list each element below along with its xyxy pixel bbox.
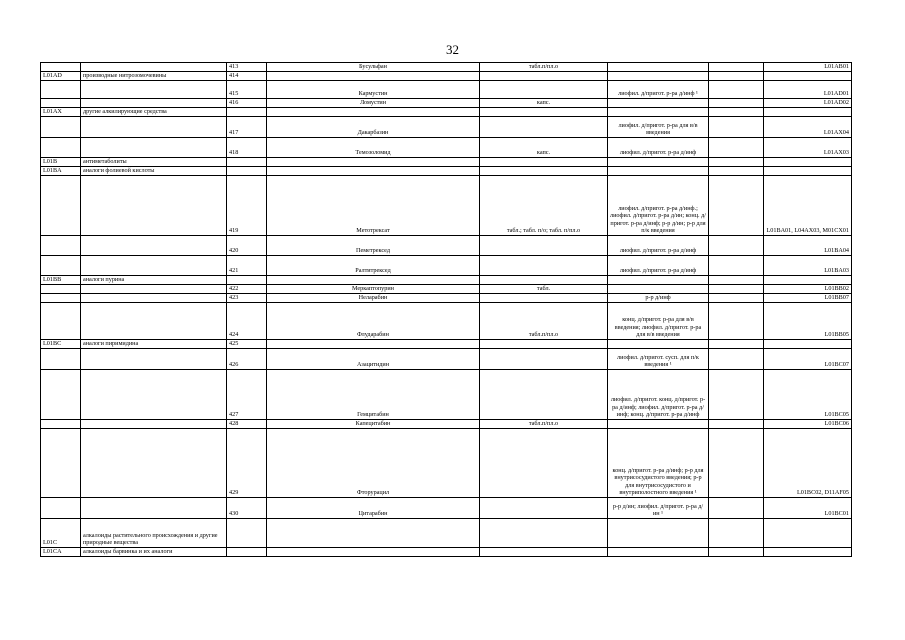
injectable-dosage-form <box>608 99 709 108</box>
drug-name <box>267 548 480 557</box>
drug-name: Метотрексат <box>267 176 480 236</box>
injectable-dosage-form <box>608 72 709 81</box>
injectable-dosage-form <box>608 167 709 176</box>
oral-dosage-form <box>480 81 608 99</box>
atc-group-code: L01BB <box>41 276 81 285</box>
atc-code <box>764 72 852 81</box>
injectable-dosage-form <box>608 420 709 429</box>
oral-dosage-form: табл.п/пл.о <box>480 63 608 72</box>
extra-column <box>709 519 764 548</box>
row-number: 430 <box>227 498 267 519</box>
oral-dosage-form <box>480 256 608 276</box>
oral-dosage-form <box>480 349 608 370</box>
row-number: 418 <box>227 138 267 158</box>
atc-code: L01BC05 <box>764 370 852 420</box>
extra-column <box>709 370 764 420</box>
group-name: другие алкилирующие средства <box>81 108 227 117</box>
atc-group-code: L01C <box>41 519 81 548</box>
drug-name <box>267 519 480 548</box>
drug-list-table <box>40 62 852 557</box>
group-name: аналоги пиримидина <box>81 340 227 349</box>
group-name <box>81 63 227 72</box>
injectable-dosage-form: лиофил. д/пригот. сусп. для п/к введения ¹ <box>608 349 709 370</box>
oral-dosage-form: капс. <box>480 138 608 158</box>
row-number: 421 <box>227 256 267 276</box>
extra-column <box>709 498 764 519</box>
drug-name: Цитарабин <box>267 498 480 519</box>
atc-code: L01BB07 <box>764 294 852 303</box>
row-number <box>227 167 267 176</box>
table-row <box>41 176 852 236</box>
injectable-dosage-form <box>608 548 709 557</box>
injectable-dosage-form: лиофил. д/пригот. р-ра д/инф <box>608 138 709 158</box>
atc-code <box>764 548 852 557</box>
row-number: 414 <box>227 72 267 81</box>
group-name: алкалоиды барвинка и их аналоги <box>81 548 227 557</box>
atc-group-code <box>41 176 81 236</box>
group-name: алкалоиды растительного происхождения и другие природные вещества <box>81 519 227 548</box>
atc-code: L01BC06 <box>764 420 852 429</box>
row-number: 420 <box>227 236 267 256</box>
oral-dosage-form <box>480 519 608 548</box>
atc-group-code: L01BC <box>41 340 81 349</box>
group-name <box>81 498 227 519</box>
drug-name: Азацитидин <box>267 349 480 370</box>
atc-code: L01BB05 <box>764 303 852 340</box>
oral-dosage-form <box>480 276 608 285</box>
oral-dosage-form <box>480 167 608 176</box>
oral-dosage-form: табл. <box>480 285 608 294</box>
row-number <box>227 158 267 167</box>
row-number: 428 <box>227 420 267 429</box>
table-row <box>41 167 852 176</box>
injectable-dosage-form <box>608 63 709 72</box>
extra-column <box>709 99 764 108</box>
group-name <box>81 256 227 276</box>
table-row <box>41 303 852 340</box>
extra-column <box>709 108 764 117</box>
drug-name <box>267 276 480 285</box>
row-number: 425 <box>227 340 267 349</box>
drug-name: Темозоломид <box>267 138 480 158</box>
extra-column <box>709 303 764 340</box>
row-number <box>227 519 267 548</box>
oral-dosage-form <box>480 108 608 117</box>
injectable-dosage-form: р-р д/инф <box>608 294 709 303</box>
table-row <box>41 117 852 138</box>
atc-group-code: L01B <box>41 158 81 167</box>
extra-column <box>709 176 764 236</box>
extra-column <box>709 167 764 176</box>
group-name <box>81 99 227 108</box>
atc-group-code <box>41 420 81 429</box>
atc-code: L01BB02 <box>764 285 852 294</box>
table-row <box>41 256 852 276</box>
row-number: 419 <box>227 176 267 236</box>
row-number: 423 <box>227 294 267 303</box>
atc-group-code: L01AX <box>41 108 81 117</box>
table-row <box>41 81 852 99</box>
drug-name: Ралтитрексед <box>267 256 480 276</box>
oral-dosage-form: табл.п/пл.о <box>480 303 608 340</box>
drug-name <box>267 108 480 117</box>
injectable-dosage-form: р-р д/ин; лиофил. д/пригот. р-ра д/ин ¹ <box>608 498 709 519</box>
oral-dosage-form <box>480 117 608 138</box>
table-row <box>41 370 852 420</box>
oral-dosage-form: табл.; табл. п/о; табл. п/пл.о <box>480 176 608 236</box>
atc-code: L01BC07 <box>764 349 852 370</box>
atc-group-code <box>41 498 81 519</box>
extra-column <box>709 158 764 167</box>
atc-code: L01AD01 <box>764 81 852 99</box>
atc-group-code <box>41 256 81 276</box>
row-number <box>227 108 267 117</box>
oral-dosage-form <box>480 340 608 349</box>
drug-name: Дакарбазин <box>267 117 480 138</box>
table-row <box>41 276 852 285</box>
table-row <box>41 63 852 72</box>
atc-group-code <box>41 81 81 99</box>
table-row <box>41 548 852 557</box>
injectable-dosage-form <box>608 285 709 294</box>
atc-code: L01AB01 <box>764 63 852 72</box>
group-name: аналоги пурина <box>81 276 227 285</box>
extra-column <box>709 294 764 303</box>
oral-dosage-form <box>480 548 608 557</box>
drug-name <box>267 167 480 176</box>
extra-column <box>709 340 764 349</box>
drug-name: Неларабин <box>267 294 480 303</box>
oral-dosage-form <box>480 158 608 167</box>
group-name: аналоги фолиевой кислоты <box>81 167 227 176</box>
injectable-dosage-form <box>608 108 709 117</box>
drug-name: Гемцитабин <box>267 370 480 420</box>
group-name <box>81 303 227 340</box>
row-number <box>227 276 267 285</box>
extra-column <box>709 63 764 72</box>
table-row <box>41 519 852 548</box>
drug-name: Кармустин <box>267 81 480 99</box>
row-number: 424 <box>227 303 267 340</box>
extra-column <box>709 81 764 99</box>
group-name <box>81 294 227 303</box>
row-number: 429 <box>227 429 267 498</box>
drug-name: Ломустин <box>267 99 480 108</box>
group-name: антиметаболиты <box>81 158 227 167</box>
injectable-dosage-form: лиофил. д/пригот. р-ра д/инф <box>608 256 709 276</box>
atc-code: L01BA04 <box>764 236 852 256</box>
atc-code <box>764 167 852 176</box>
drug-name: Пеметрексед <box>267 236 480 256</box>
extra-column <box>709 236 764 256</box>
group-name <box>81 117 227 138</box>
row-number: 427 <box>227 370 267 420</box>
group-name <box>81 138 227 158</box>
atc-code: L01AX04 <box>764 117 852 138</box>
group-name <box>81 176 227 236</box>
atc-group-code <box>41 99 81 108</box>
table-row <box>41 138 852 158</box>
drug-name: Меркаптопурин <box>267 285 480 294</box>
oral-dosage-form <box>480 370 608 420</box>
extra-column <box>709 548 764 557</box>
extra-column <box>709 256 764 276</box>
injectable-dosage-form <box>608 276 709 285</box>
table-row <box>41 340 852 349</box>
atc-group-code <box>41 303 81 340</box>
row-number: 417 <box>227 117 267 138</box>
injectable-dosage-form: лиофил. д/пригот. р-ра д/инф ¹ <box>608 81 709 99</box>
injectable-dosage-form <box>608 340 709 349</box>
atc-code <box>764 276 852 285</box>
extra-column <box>709 72 764 81</box>
table-row <box>41 429 852 498</box>
drug-name: Флударабин <box>267 303 480 340</box>
group-name <box>81 420 227 429</box>
atc-code: L01BC02, D11AF05 <box>764 429 852 498</box>
table-row <box>41 285 852 294</box>
oral-dosage-form <box>480 429 608 498</box>
oral-dosage-form: табл.п/пл.о <box>480 420 608 429</box>
extra-column <box>709 285 764 294</box>
injectable-dosage-form <box>608 158 709 167</box>
injectable-dosage-form: конц. д/пригот. р-ра для в/в введения; лиофил. д/пригот. р-ра для в/в введения <box>608 303 709 340</box>
oral-dosage-form <box>480 498 608 519</box>
atc-group-code <box>41 63 81 72</box>
injectable-dosage-form: конц. д/пригот. р-ра д/инф; р-р для внутрисосудистого введения; р-р для внутрисосудистого и внутриполостного введения ¹ <box>608 429 709 498</box>
row-number: 422 <box>227 285 267 294</box>
atc-code: L01BA03 <box>764 256 852 276</box>
injectable-dosage-form: лиофил. д/пригот. р-ра д/инф.; лиофил. д/пригот. р-ра д/ин; конц. д/пригот. р-ра д/инф; р-р д/ин; р-р для п/к введения <box>608 176 709 236</box>
page-number: 32 <box>446 42 459 57</box>
atc-group-code <box>41 138 81 158</box>
extra-column <box>709 420 764 429</box>
group-name <box>81 285 227 294</box>
drug-name: Капецитабин <box>267 420 480 429</box>
group-name <box>81 349 227 370</box>
atc-group-code <box>41 285 81 294</box>
atc-code <box>764 340 852 349</box>
oral-dosage-form <box>480 294 608 303</box>
group-name <box>81 370 227 420</box>
oral-dosage-form <box>480 236 608 256</box>
injectable-dosage-form: лиофил. д/пригот. р-ра д/инф <box>608 236 709 256</box>
atc-code: L01AX03 <box>764 138 852 158</box>
group-name <box>81 236 227 256</box>
row-number <box>227 548 267 557</box>
atc-group-code <box>41 370 81 420</box>
extra-column <box>709 429 764 498</box>
extra-column <box>709 276 764 285</box>
drug-name <box>267 158 480 167</box>
extra-column <box>709 138 764 158</box>
table-row <box>41 99 852 108</box>
table-row <box>41 349 852 370</box>
atc-code: L01BA01, L04AX03, M01CX01 <box>764 176 852 236</box>
atc-group-code: L01CA <box>41 548 81 557</box>
injectable-dosage-form: лиофил. д/пригот. р-ра для в/в введения <box>608 117 709 138</box>
drug-name: Бусульфан <box>267 63 480 72</box>
group-name: производные нитрозомочевины <box>81 72 227 81</box>
group-name <box>81 429 227 498</box>
table-row <box>41 108 852 117</box>
table-row <box>41 158 852 167</box>
injectable-dosage-form: лиофил. д/пригот. конц. д/пригот. р-ра д/инф; лиофил. д/пригот. р-ра д/инф; конц. д/пригот. р-ра д/инф <box>608 370 709 420</box>
row-number: 415 <box>227 81 267 99</box>
extra-column <box>709 349 764 370</box>
atc-code: L01AD02 <box>764 99 852 108</box>
atc-code <box>764 158 852 167</box>
atc-code: L01BC01 <box>764 498 852 519</box>
row-number: 416 <box>227 99 267 108</box>
extra-column <box>709 117 764 138</box>
oral-dosage-form: капс. <box>480 99 608 108</box>
table-row <box>41 236 852 256</box>
row-number: 413 <box>227 63 267 72</box>
drug-name <box>267 72 480 81</box>
drug-name: Фторурацил <box>267 429 480 498</box>
atc-code <box>764 108 852 117</box>
table-row <box>41 420 852 429</box>
injectable-dosage-form <box>608 519 709 548</box>
drug-name <box>267 340 480 349</box>
atc-group-code: L01BA <box>41 167 81 176</box>
atc-group-code <box>41 429 81 498</box>
atc-group-code <box>41 294 81 303</box>
oral-dosage-form <box>480 72 608 81</box>
row-number: 426 <box>227 349 267 370</box>
atc-group-code <box>41 349 81 370</box>
table-row <box>41 498 852 519</box>
atc-group-code <box>41 117 81 138</box>
group-name <box>81 81 227 99</box>
table-row <box>41 72 852 81</box>
atc-group-code <box>41 236 81 256</box>
atc-code <box>764 519 852 548</box>
table-row <box>41 294 852 303</box>
atc-group-code: L01AD <box>41 72 81 81</box>
